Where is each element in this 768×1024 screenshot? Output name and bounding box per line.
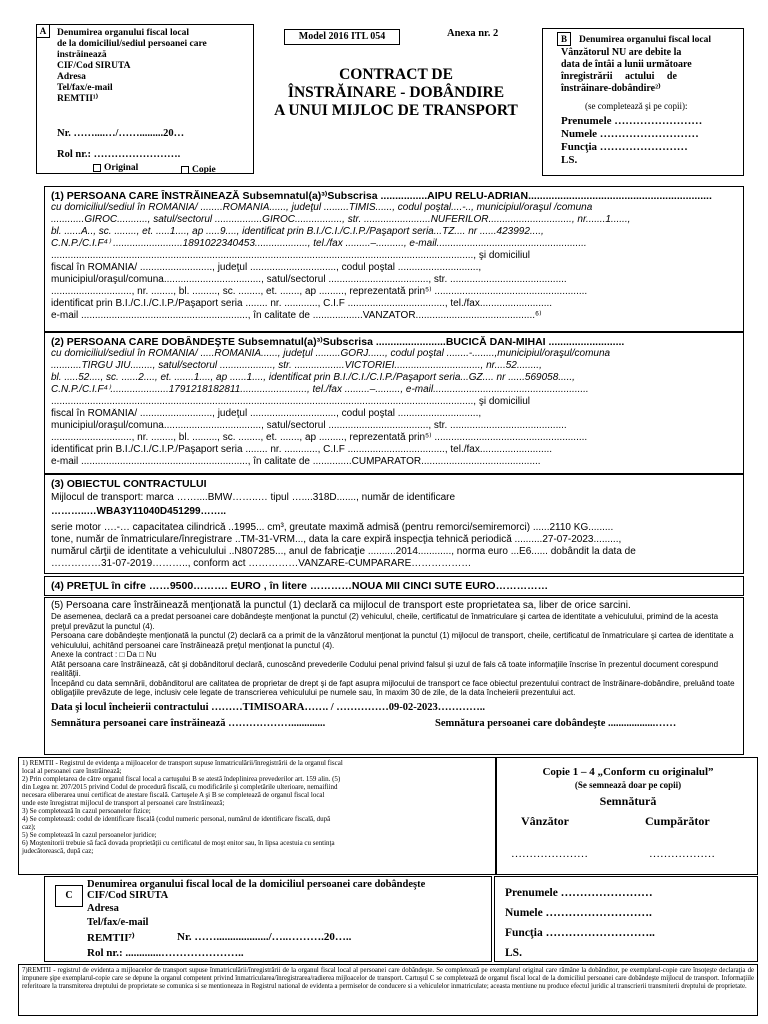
original-checkbox[interactable] [93,164,101,172]
model-label: Model 2016 ITL 054 [284,29,400,45]
title-line: CONTRACT DE [339,66,453,83]
box-c-tag: C [55,885,83,907]
s2-line: identificat prin B.I./C.I./C.I.P./Paşaport seria ........ nr. ............, C.I.F ..................................., tel./fax.......................... [51,444,553,455]
copies-title [497,766,759,778]
anexa-label: Anexa nr. 2 [447,28,499,39]
note-line: local al persoanei care înstrăinează; [22,767,122,775]
s3-line: serie motor ….-… capacitatea cilindrică ..1995... cm³, greutate maximă admisă (pentru remorci/semiremorci) ......2110 KG......... [51,522,614,533]
box-a-line: CIF/Cod SIRUTA [57,61,131,71]
box-b-field: Prenumele …………………… [561,115,703,127]
footnote-7: 7)REMTII - registrul de evidenta a mijloacelor de transport supuse înmatriculării/înregistrării de la organul fiscal local al persoanei care dobândeşte. Se completează pe exemplarul original care rămâne la dobânditor, pe exemplarul-copie care însoţeşte declaraţia de impunere şipe exemplarul-copie care se depune la organul competent privind înmatricularea/înregistrarea/radierea mijloacelor de transport. Cartuşul C se completează de organul fiscal local de la domiciliul persoanei care dobândeşte mijlocul de transport. Informaţiile referitoare la transmiterea dreptului de proprietate se comunica si se mentioneaza in Registrul national de evidenta a permiselor de conducere si a vehiculelor inmatriculate; aceasta mentiune nu produce efectul juridic al transcrierii transmiterii dreptului de proprietate. [18,964,758,1016]
box-b-line: înregistrării actului de [561,71,677,82]
s2-line: municipiul/oraşul/comuna..................................., satul/sectorul ...................................., str. .......................................... [51,420,567,431]
box-c-right-field: Funcţia ……………………….. [505,927,655,939]
copies-dots-left: ………………… [511,848,588,860]
box-b-note: (se completează şi pe copii): [585,101,688,111]
box-c-tel: Tel/fax/e-mail [87,917,149,928]
box-c-title-line: Denumirea organului fiscal local de la domiciliul persoanei care dobândeşte [87,879,426,890]
box-b-fields [561,115,702,167]
s5-signatures [51,718,737,732]
box-b-title: Denumirea organului fiscal local [579,35,712,45]
s5-date: Data şi locul încheierii contractului ………TIMISOARA……. / ……………09-02-2023………….. [51,701,485,713]
box-b-line: înstrăinare-dobândire²⁾ [561,83,661,94]
note-line: 2) Prin completarea de către organul fiscal local a cartuşului B se atestă îndeplinirea prevederilor art. 159 alin. (5) [22,775,341,783]
section-4-price [44,576,744,596]
s5-p4: Atât persoana care înstrăinează, cât şi dobânditorul declară, cunoscând prevederile Codului penal privind falsul şi uzul de fals că toate informaţiile înscrise în prezentul document corespund realităţii. [51,659,719,678]
copies-cumparator: Cumpărător [645,814,710,828]
s1-line: ............GIROC..........., satul/sectorul .................GIROC................., str. ........................NUFERILOR.............................., nr.......1......, [51,214,631,225]
note-line: caz); [22,823,36,831]
box-c-right-fields [505,883,655,963]
box-b-field: Numele ……………………… [561,128,699,140]
s5-p5: Începând cu data semnării, dobânditorul are calitatea de proprietar de drept şi de fapt asupra mijlocului de transport ce face obiectul prezentului contract de înstrăinare-dobândire, preluând toate obligaţiile prevăzute de lege, inclusiv cele legate de transcrierea vehiculului pe numele sau, în maxim 30 de zile, de la data încheierii prezentului act. [51,678,735,697]
section-1-seller [44,186,744,332]
box-a-line: REMTII¹⁾ [57,94,99,104]
s5-p1: (5) Persoana care înstrăinează menţionată la punctul (1) declară ca mijlocul de transport este proprietatea sa, liber de orice sarcini. [51,600,631,611]
box-c-right-field: Numele ………………………. [505,907,652,919]
box-c-nr: Nr. …….................../…..……….20….. [177,931,352,943]
copies-box [496,757,758,875]
s5-anexe: Anexe la contract : □ Da □ Nu [51,650,157,659]
note-line: 5) Se completează în cazul persoanelor juridice; [22,831,157,839]
box-b-field: Funcţia …………………… [561,141,688,153]
s1-line: fiscal în ROMÂNIA/ .........................., judeţul ..............................., codul poştal ............................., [51,262,482,273]
box-a-line: Denumirea organului fiscal local [57,28,190,38]
sign-seller: Semnătura persoanei care înstrăinează ………………............. [51,717,326,729]
s5-p2: De asemenea, declară ca a predat persoanei care dobândeşte menţionat la punctul (2) vehiculul, cheile, certificatul de înmatriculare şi cartea de identitate a vehiculului, primind de la acesta preţul prevăzut la punctul (4). [51,612,719,631]
original-label: Original [104,163,139,173]
box-a-line: Adresa [57,72,86,82]
box-b-tag: B [557,32,571,46]
s2-line: e-mail ............................................................, în calitate de ..............CUMPARATOR........................................... [51,456,541,467]
section-2-buyer [44,332,744,474]
box-a-lines [57,28,207,105]
s1-line: e-mail ............................................................, în calitate de ..................VANZATOR...........................................⁶⁾ [51,310,542,321]
copies-vanzator: Vânzător [521,814,569,828]
note-line: 1) REMTII - Registrul de evidenţa a mijloacelor de transport supuse înmatriculării/înregistrării de la organul fiscal [22,759,343,767]
note-line: judecătorească, după caz; [22,847,94,855]
s3-line: (3) OBIECTUL CONTRACTULUI [51,478,207,490]
copies-sub: (Se semnează doar pe copii) [574,780,682,790]
box-b-line: Vânzătorul NU are debite la [561,47,682,58]
box-c-remtii: REMTII⁷⁾ [87,932,135,944]
s3-line: tone, număr de înmatriculare/înregistrare ..TM-31-VRM..., data la care expiră inspecţia tehnică periodică ..........27-07-2023........., [51,534,622,545]
s2-line: C.N.P./C.I.F⁴⁾.....................1791218182811........................, tel./fax .........–........., e-mail........................................................ [51,384,589,395]
box-b [542,28,744,176]
box-a-line: Tel/fax/e-mail [57,83,113,93]
s1-line: ............................., nr. ........, bl. ........., sc. ........, et. ......., ap ........., reprezentată prin⁵⁾ ....................................................... [51,286,588,297]
box-c-right [494,876,758,962]
s5-p3: Persoana care dobândeşte menţionată la punctul (2) declară ca a primit de la vânzătorul menţionat la punctul (1) mijlocul de transport, cheile, certificatul de înmatriculare şi cartea de identitate a vehiculului, achitând persoanei care înstrăinează preţul menţionat la punctul (4). [51,631,734,650]
box-c-right-field: LS. [505,947,522,959]
box-a-original[interactable] [93,163,138,173]
s2-line: (2) PERSOANA CARE DOBÂNDEŞTE Subsemnatul(a)³⁾Subscrisa ........................BUCICĂ DAN-MIHAI .......................... [51,336,625,348]
contract-title [258,66,534,120]
box-c-adresa: Adresa [87,903,119,914]
box-a-nr: Nr. ……....…/…….........20… [57,128,185,139]
box-a-tag: A [36,24,50,38]
box-a-rol: Rol nr.: ……………………. [57,149,181,160]
note-line: necesara eliberarea unui certificat de atestare fiscală. Cartuşele A şi B se completează de organul fiscal local [22,791,325,799]
s3-line: Mijlocul de transport: marca ……....BMW……..… tipul …....318D......., număr de identificare [51,492,456,503]
note-line: 6) Moştenitorii trebuie să facă dovada proprietăţii cu certificatul de moşt enitor sau, în lipsa acestuia cu sentinţa [22,839,335,847]
title-line: ÎNSTRĂINARE - DOBÂNDIRE [287,84,505,101]
s2-line: fiscal în ROMÂNIA/ .........................., judeţul ..............................., codul poştal ............................., [51,408,482,419]
note-line: 4) Se completează: codul de identificare fiscală (codul numeric personal, numărul de identificare fiscală, după [22,815,331,823]
s3-line: numărul cărţii de identitate a vehiculului ..N807285..., anul de fabricaţie ..........2014............, norma euro ...E6...... dobândit la data de [51,546,636,557]
s1-line: identificat prin B.I./C.I./C.I.P./Paşaport seria ........ nr. ............, C.I.F ..................................., tel./fax.......................... [51,298,553,309]
notes-box [18,757,496,875]
box-a [36,24,254,174]
box-a-line: instrăinează [57,50,107,60]
note-line: din Legea nr. 207/2015 privind Codul de procedură fiscală, cu modificările şi completările ulterioare, nemaifiind [22,783,338,791]
s1-line: C.N.P./C.I.F⁴⁾ .........................1891022340453..................., tel./fax .........–.........., e-mail...................................................... [51,238,587,249]
s4-line: (4) PREŢUL în cifre ……9500………. EURO , în litere …………NOUA MII CINCI SUTE EURO…………… [51,580,549,592]
s1-line: ........................................................................................................................................................, şi domiciliul [51,250,530,261]
box-b-line: data de întâi a lunii următoare [561,59,692,70]
title-line: A UNUI MIJLOC DE TRANSPORT [274,102,518,119]
copie-label: Copie [192,165,216,175]
s2-line: ...........TÎRGU JIU........, satul/sectorul ..................., str. ..................VICTORIEI..............................., nr....52........, [51,360,542,371]
s3-line: ………..…WBA3Y11040D451299…….. [51,506,227,517]
s1-line: (1) PERSOANA CARE ÎNSTRĂINEAZĂ Subsemnatul(a)³⁾Subscrisa ................AIPU RELU-ADRIAN............................................................... [51,190,712,202]
s3-line: ……………31-07-2019……….., conform act ……………VANZARE-CUMPARARE……………… [51,558,472,569]
box-b-field: LS. [561,154,578,166]
note-line: 3) Se completează în cazul persoanelor fizice; [22,807,151,815]
copies-semnatura: Semnătură [599,794,657,808]
s1-line: municipiul/oraşul/comuna..................................., satul/sectorul ...................................., str. .......................................... [51,274,567,285]
box-a-line: de la domiciliul/sediul persoanei care [57,39,207,49]
box-b-text [561,47,741,95]
copies-dots-right: ……………… [649,848,715,860]
box-c-rol: Rol nr.: .............………………….. [87,947,244,959]
section-3-object [44,474,744,574]
box-c-right-field: Prenumele …………………… [505,887,653,899]
box-c-title [87,879,487,901]
s2-line: ............................., nr. ........, bl. ........., sc. ........, et. ......., ap ........., reprezentată prin⁵⁾ ....................................................... [51,432,588,443]
sign-buyer: Semnătura persoanei care dobândeşte ..................…… [435,717,677,729]
s1-line: cu domiciliul/sediul în ROMÂNIA/ ........ROMANIA......, judeţul .........TIMIS......, codul poştal....-.., municipiul/oraşul /comuna [51,202,593,213]
s2-line: cu domiciliul/sediul în ROMÂNIA/ .....ROMANIA......, judeţul .........GORJ......, codul poştal ........-........,municipiul/oraşul/comuna [51,348,611,359]
s2-line: bl. .....52...., sc. ......2...., et. .......1...., ap ......1...., identificat prin B.I./C.I./C.I.P./Paşaport seria...GZ.... nr ......569058....., [51,372,575,383]
box-a-copie[interactable] [181,165,216,175]
s2-line: ........................................................................................................................................................, şi domiciliul [51,396,530,407]
section-5-declarations [44,597,744,755]
s1-line: bl. ......A.., sc. ........, et. .....1...., ap .....9...., identificat prin B.I./C.I./C.I.P./Paşaport seria...TZ.... nr ......423992...., [51,226,544,237]
copies-title-text: Copie 1 – 4 „Conform cu originalul” [542,766,714,778]
box-c-title-line: CIF/Cod SIRUTA [87,890,169,901]
copie-checkbox[interactable] [181,166,189,174]
box-c [44,876,492,962]
note-line: unde este înregistrat mijlocul de transport al persoanei care înstrăinează; [22,799,225,807]
